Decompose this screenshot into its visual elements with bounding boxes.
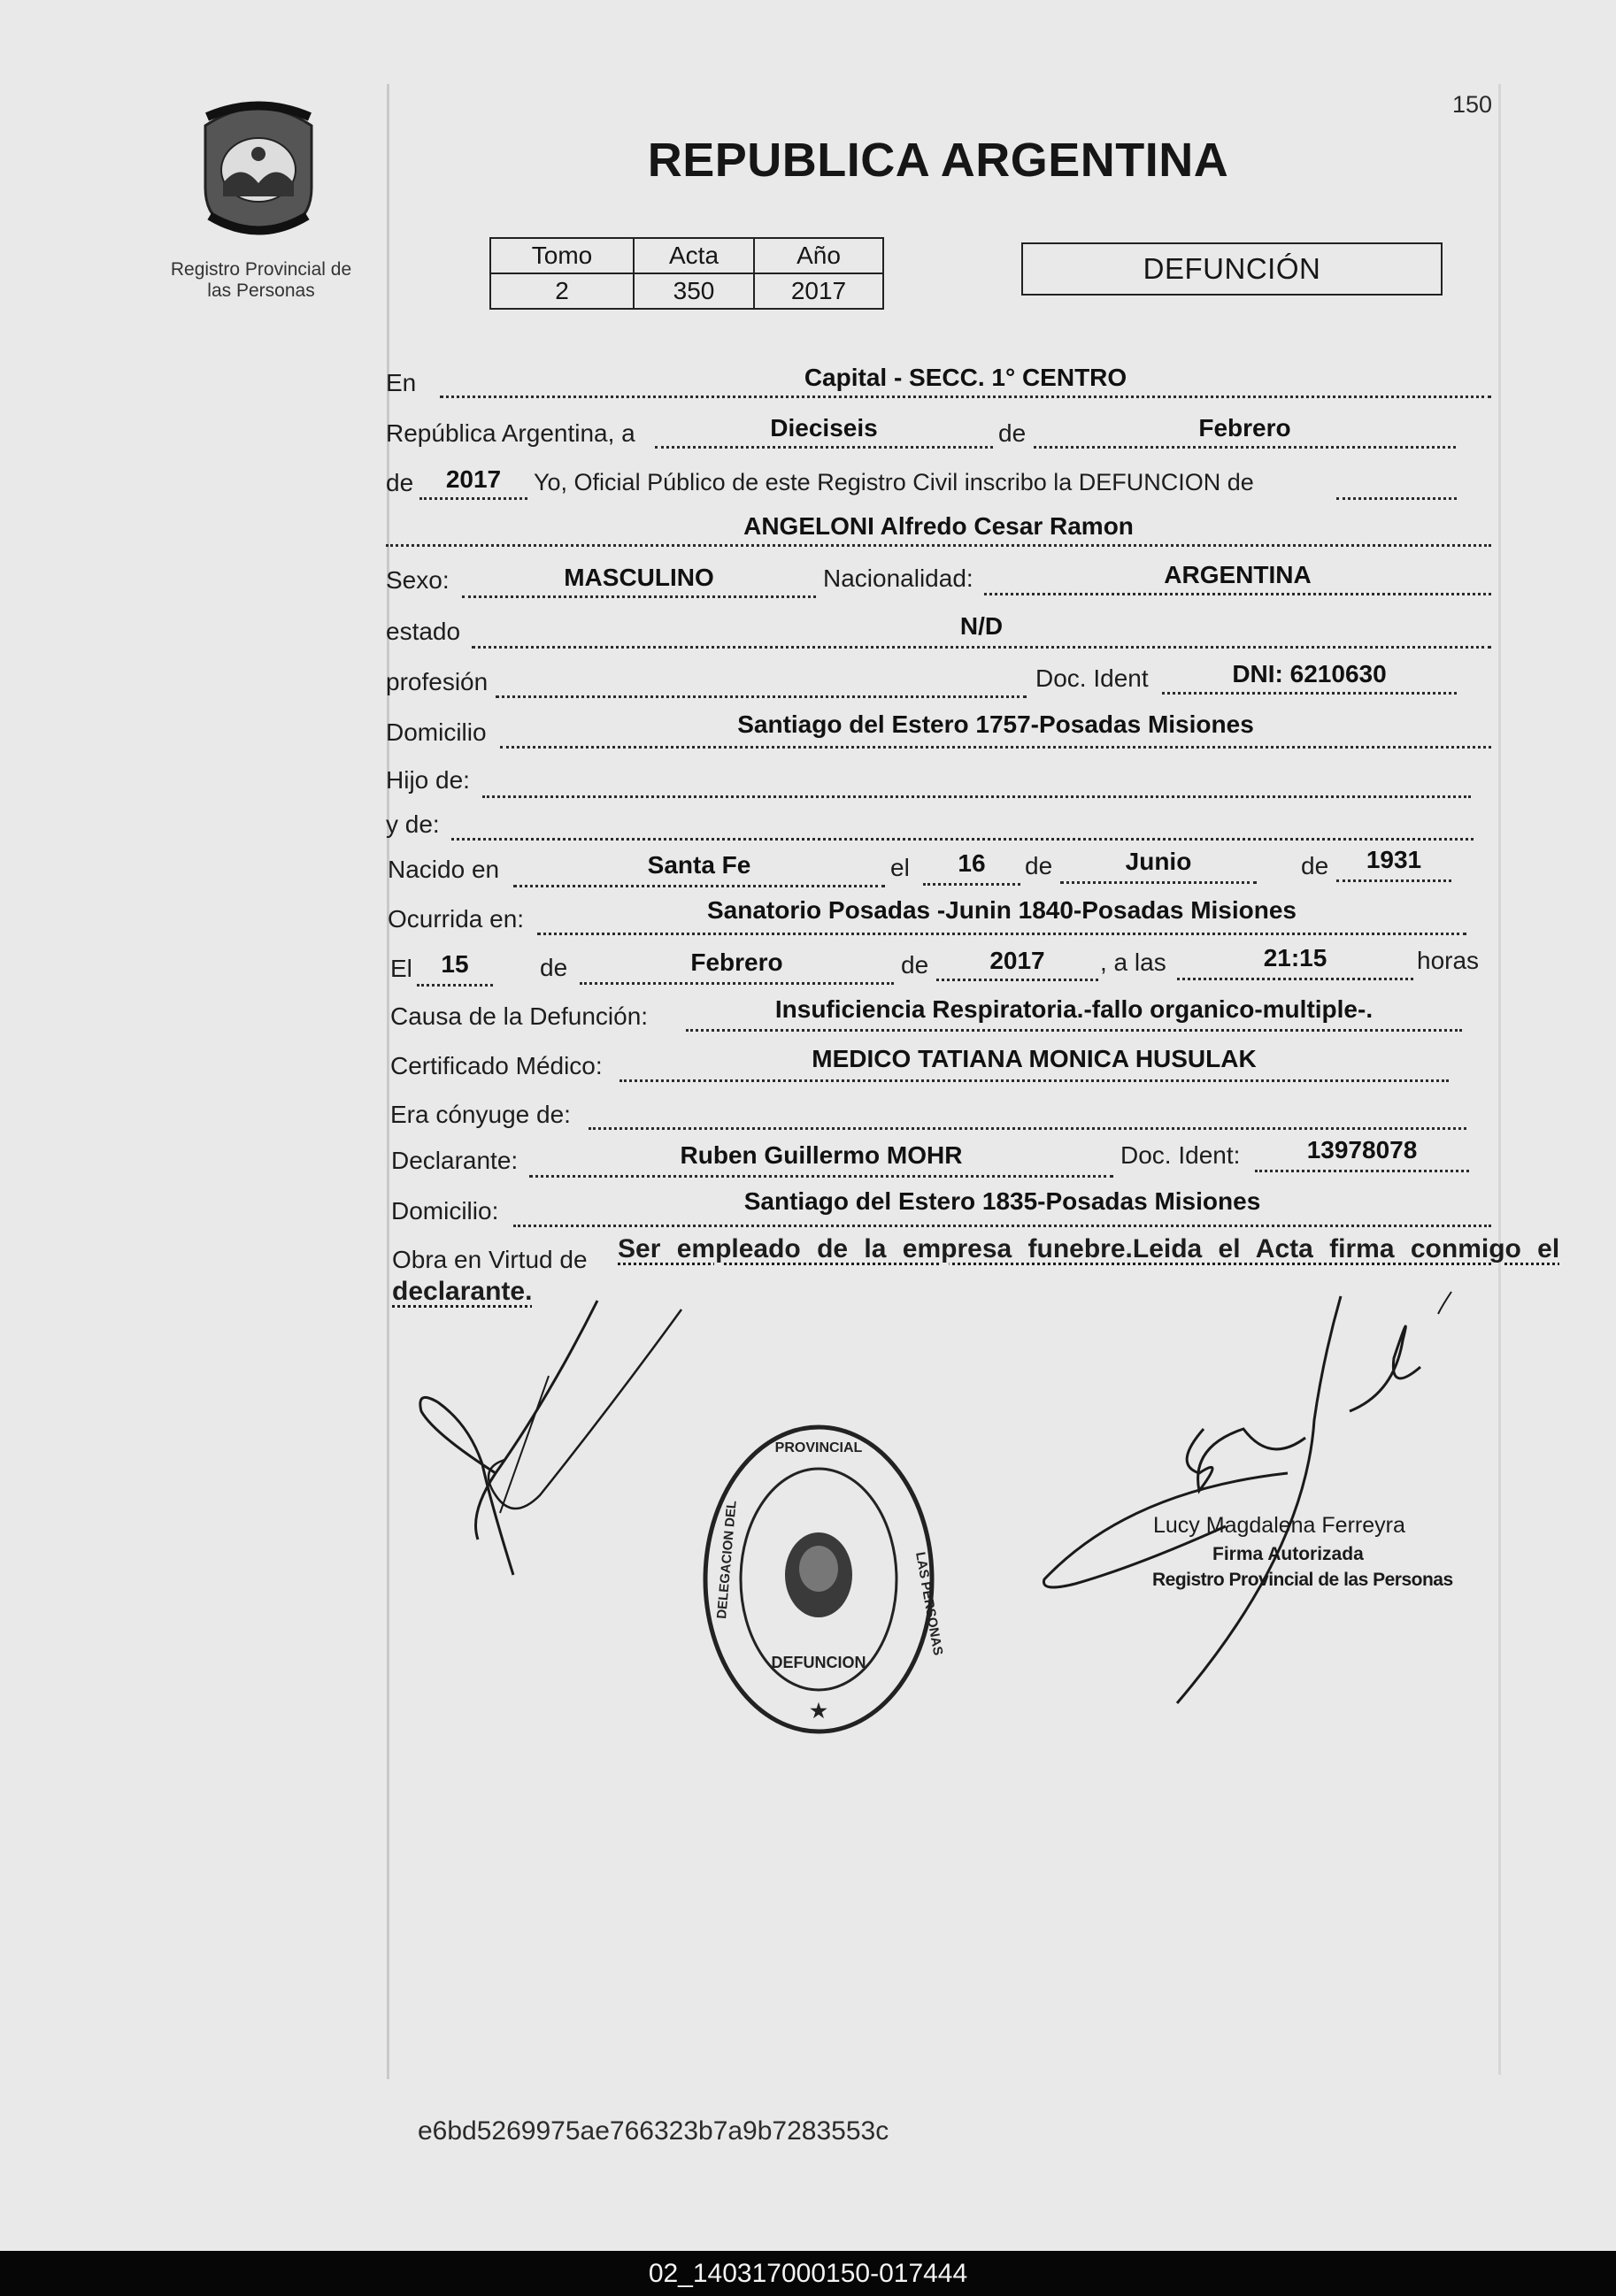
dotted-line (1034, 446, 1456, 449)
label-hijo-de: Hijo de: (386, 766, 470, 794)
dotted-line (537, 933, 1466, 935)
label-en: En (386, 369, 417, 396)
label-declarante: Declarante: (391, 1147, 519, 1174)
svg-text:DELEGACION DEL: DELEGACION DEL (714, 1500, 740, 1620)
death-day-value: 15 (441, 950, 469, 978)
nationality-value: ARGENTINA (1164, 561, 1312, 588)
birth-day-value: 16 (958, 849, 986, 877)
civil-status-value: N/D (959, 612, 1004, 640)
official-signature (1040, 1287, 1482, 1708)
declarant-name-value: Ruben Guillermo MOHR (680, 1141, 963, 1169)
official-office: Registro Provincial de las Personas (1152, 1570, 1453, 1590)
document-hash: e6bd5269975ae766323b7a9b7283553c (418, 2116, 889, 2146)
birthplace-value: Santa Fe (647, 851, 751, 879)
province-seal-logo (188, 99, 329, 241)
svg-text:★: ★ (810, 1700, 827, 1722)
svg-text:PROVINCIAL: PROVINCIAL (774, 1440, 863, 1455)
label-nacido-en: Nacido en (388, 856, 500, 883)
dotted-line (589, 1127, 1466, 1130)
label-profesion: profesión (386, 668, 489, 695)
dotted-line (496, 695, 1027, 698)
label-de: de (998, 419, 1027, 447)
label-estado: estado (386, 618, 461, 645)
label-causa: Causa de la Defunción: (390, 1002, 649, 1030)
registration-year-value: 2017 (445, 465, 502, 493)
official-role: Firma Autorizada (1212, 1544, 1364, 1564)
svg-text:LAS PERSONAS: LAS PERSONAS (912, 1550, 946, 1657)
sex-value: MASCULINO (564, 564, 714, 591)
dotted-line (451, 838, 1474, 841)
label-conyuge: Era cónyuge de: (390, 1101, 571, 1128)
label-certificado: Certificado Médico: (390, 1052, 603, 1079)
dotted-line (580, 982, 894, 985)
label-doc-ident-declarante: Doc. Ident: (1120, 1141, 1241, 1169)
dotted-line (419, 497, 527, 500)
dotted-line (619, 1079, 1449, 1082)
label-republica: República Argentina, a (386, 419, 635, 447)
reference-table (489, 237, 884, 310)
label-de: de (1025, 852, 1053, 879)
death-cause-value: Insuficiencia Respiratoria.-fallo organico-multiple-. (774, 995, 1374, 1023)
dotted-line (462, 595, 816, 598)
dotted-line (984, 593, 1491, 595)
official-stamp (699, 1420, 946, 1739)
death-month-value: Febrero (690, 948, 783, 976)
dotted-line (1336, 879, 1451, 882)
dotted-line (513, 885, 885, 887)
anio-header: Año (754, 238, 883, 273)
page-number: 150 (1451, 91, 1492, 118)
dotted-line (472, 646, 1491, 649)
declarant-address-value: Santiago del Estero 1835-Posadas Misiones (743, 1187, 1261, 1215)
label-el: el (890, 854, 910, 881)
declarant-signature (416, 1292, 690, 1584)
label-y-de: y de: (386, 810, 440, 838)
obra-reason-continuation: declarante. (392, 1277, 533, 1306)
right-margin-line (1498, 84, 1501, 2075)
footer-file-id: 02_140317000150-017444 (0, 2251, 1616, 2296)
place-value: Capital - SECC. 1° CENTRO (804, 364, 1127, 391)
dotted-line (686, 1029, 1462, 1032)
birth-year-value: 1931 (1366, 846, 1422, 873)
dotted-line (386, 544, 1491, 547)
dotted-line (1060, 881, 1257, 884)
dotted-line (923, 883, 1020, 886)
dotted-line (500, 746, 1491, 749)
document-type-box: DEFUNCIÓN (1021, 242, 1443, 296)
tomo-value: 2 (490, 273, 634, 309)
medical-certificate-value: MEDICO TATIANA MONICA HUSULAK (812, 1045, 1257, 1072)
label-ocurrida-en: Ocurrida en: (388, 905, 525, 933)
label-sexo: Sexo: (386, 566, 450, 594)
dotted-line (513, 1225, 1491, 1227)
label-doc-ident: Doc. Ident (1035, 664, 1149, 692)
label-de: de (1301, 852, 1329, 879)
label-de: de (540, 954, 568, 981)
dotted-line (1255, 1170, 1469, 1172)
dotted-line (1177, 978, 1413, 980)
tomo-header: Tomo (490, 238, 634, 273)
label-a-las: , a las (1100, 948, 1166, 976)
declarant-document-value: 13978078 (1306, 1136, 1418, 1163)
deceased-name-value: ANGELONI Alfredo Cesar Ramon (743, 512, 1134, 540)
dotted-line (482, 795, 1471, 798)
birth-month-value: Junio (1125, 848, 1192, 875)
obra-reason-value: Ser empleado de la empresa funebre.Leida el Acta firma conmigo el (618, 1234, 1560, 1263)
label-de: de (901, 951, 929, 979)
label-horas: horas (1417, 947, 1480, 974)
dotted-line (529, 1175, 1113, 1178)
address-value: Santiago del Estero 1757-Posadas Misiones (737, 710, 1254, 738)
dotted-line (1162, 692, 1457, 695)
death-place-value: Sanatorio Posadas -Junin 1840-Posadas Misiones (707, 896, 1297, 924)
death-year-value: 2017 (989, 947, 1045, 974)
label-domicilio-declarante: Domicilio: (391, 1197, 499, 1225)
registration-day-value: Dieciseis (770, 414, 878, 442)
label-domicilio: Domicilio (386, 718, 487, 746)
dotted-line (936, 979, 1098, 981)
document-title: REPUBLICA ARGENTINA (647, 134, 1229, 187)
label-obra: Obra en Virtud de (392, 1246, 588, 1273)
registry-name: Registro Provincial de las Personas (170, 259, 352, 301)
acta-value: 350 (634, 273, 754, 309)
acta-header: Acta (634, 238, 754, 273)
svg-text:DEFUNCION: DEFUNCION (771, 1654, 866, 1671)
document-value: DNI: 6210630 (1232, 660, 1387, 687)
anio-value: 2017 (754, 273, 883, 309)
death-time-value: 21:15 (1263, 944, 1327, 971)
dotted-line (440, 395, 1491, 398)
dotted-line (655, 446, 993, 449)
official-name: Lucy Magdalena Ferreyra (1153, 1513, 1405, 1538)
label-el: El (390, 955, 412, 982)
registration-month-value: Febrero (1198, 414, 1291, 442)
label-statement: Yo, Oficial Público de este Registro Civil inscribo la DEFUNCION de (534, 469, 1254, 495)
label-de: de (386, 469, 414, 496)
dotted-line (417, 984, 493, 987)
dotted-line (1336, 497, 1457, 500)
label-nacionalidad: Nacionalidad: (823, 564, 973, 592)
